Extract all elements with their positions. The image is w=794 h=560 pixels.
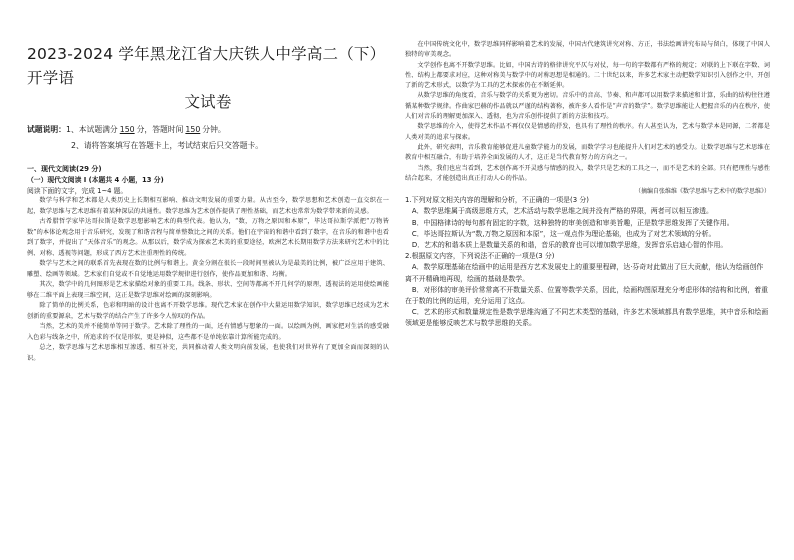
option-a: A．数学思维属于高级思维方式，艺术活动与数学思维之间并没有严格的界限，两者可以相互渗透。 [411,207,713,216]
paragraph: 当然，艺术的美并不能简单等同于数学。艺术除了理性的一面，还有情感与想象的一面。以绘画为例，画家把对生活的感受融入色彩与线条之中，所追求的不仅是形似，更是神似，这些都不是单纯依靠计算所能完成的。 [27,323,389,341]
instructions-label: 试题说明： [27,125,66,134]
option-b: B．中国格律诗的每句都有固定的字数，这种独特的审美创造和审美旨趣，正是数学思维发挥了关键作用。 [411,218,734,227]
instructions-line-2: 2、请将答案填写在答题卡上，考试结束后只交答题卡。 [71,141,264,150]
option-b: B．对形体的审美评价常常离不开数量关系、位置等数学关系，因此，绘画构图原理充分考虑形体的结构和比例，着重在于数的比例的运用，充分运用了这点。 [405,285,769,305]
section-heading: 一、现代文阅读(29 分) [27,165,102,173]
paragraph: 除了简单的比例关系，色彩和明暗的设计也离不开数学思维。现代艺术家在创作中大量运用数学知识，数学思维已经成为艺术创新的重要源泉，艺术与数学的结合产生了许多令人惊叹的作品。 [27,302,389,320]
paragraph: 此外，研究表明，音乐教育能够促进儿童数学能力的发展，而数学学习也能提升人们对艺术的感受力。让数学思维与艺术思维在教育中相互融合，有助于培养全面发展的人才，这正是当代教育努力的方向之一。 [405,143,770,162]
question-1 [405,195,770,251]
time-value: 150 [185,125,201,134]
option-c: C．毕达哥拉斯认为“数,万物之原因和本原”，这一观点作为理论基础，也成为了对艺术领域的分析。 [411,229,716,238]
question-stem: 1.下列对原文相关内容的理解和分析，不正确的一项是(3 分) [405,196,589,205]
title-line-2: 文试卷 [184,93,232,111]
left-column [27,38,389,364]
sub-heading: （一）现代文阅读 I (本题共 4 小题，13 分) [27,176,164,184]
option-d: D．艺术的和谐本质上是数量关系的和谐，音乐的教育也可以增加数学思维，发挥音乐启迪心智的作用。 [411,240,728,249]
score-value: 150 [119,125,135,134]
instructions-text-b: 分，答题时间 [136,125,184,134]
page-title [27,42,389,114]
paragraph: 其次，数学中的几何图形是艺术家描绘对象的重要工具。线条、形状、空间等都离不开几何学的原理，透视法的运用使绘画能够在二维平面上表现三维空间，这正是数学思维对绘画的深刻影响。 [27,281,389,299]
option-c: C．艺术的形式和数量规定性是数学思维沟通了不同艺术类型的基础，许多艺术领域都具有数学思维，其中音乐和绘画领域更是能够反映艺术与数学思维的关系。 [405,308,769,328]
instructions-line-1 [27,122,389,138]
question-2 [405,251,770,329]
paragraph: 数学思维的介入，使得艺术作品不再仅仅是情感的抒发，也具有了理性的秩序。有人甚至认为，艺术与数学本是同源，二者都是人类对美的追求与探索。 [405,123,770,141]
instructions-text-c: 分钟。 [202,125,226,134]
passage-source: （摘编自张维维《数学思维与艺术中的数学思维》） [634,188,770,196]
option-a: A．数学原理基础在绘画中的运用是西方艺术发展史上的重要里程碑，达·芬奇对此做出了巨大贡献，他认为绘画创作离不开精确地再现，绘画的基础是数学。 [405,263,764,283]
paragraph: 从数学思维的角度看，音乐与数学的关系更为密切。音乐中的音高、节奏、和声都可以用数学来描述和计算，乐曲的结构往往遵循某种数学规律。作曲家巴赫的作品就以严谨的结构著称，被许多人看作是“声音的数学”。数学思维能让人把握音乐的内在秩序，使人们对音乐的理解更加深入、透彻，也为音乐创作提供了新的方法和技巧。 [405,92,770,121]
right-column [405,40,770,330]
question-stem: 2.根据原文内容，下列说法不正确的一项是(3 分) [405,252,555,261]
paragraph: 在中国传统文化中，数学思维同样影响着艺术的发展，中国古代建筑讲究对称、方正，书法绘画讲究布局与留白，体现了中国人独特的审美观念。 [405,41,770,59]
paragraph: 古希腊哲学家毕达哥拉斯是数学思想影响艺术的典型代表。他认为，“数，万物之原因和本原”，毕达哥拉斯学派把“万物皆数”的本体论观念用于音乐研究，发现了和谐音程与简单整数比之间的关系。他们在宇宙的和谐中看到了数字，在音乐的和谐中也看到了数字，并提出了“天体音乐”的观念。从那以后，数学成为探索艺术美的重要途径，欧洲艺术长期用数学方法来研究艺术中的比例、对称、透视等问题，形成了西方艺术注重理性的传统。 [27,218,389,257]
paragraph: 数学与科学和艺术都是人类历史上长期相互影响、推动文明发展的重要力量。从古至今，数学思想和艺术创造一直交织在一起，数学思维与艺术思维有着某种深层的共通性。数学思维为艺术创作提供了理性基础，而艺术也常常为数学带来新的灵感。 [27,197,389,215]
paragraph: 文学创作也离不开数学思维。比如，中国古诗的格律讲究平仄与对仗，每一句的字数都有严格的规定；对联的上下联在字数、词性、结构上都要求对应，这种对称美与数学中的对称思想是相通的。二十世纪以来，许多艺术家主动把数学知识引入创作之中，开创了新的艺术形式，以数学为工具的艺术探索仍在不断延伸。 [405,61,770,90]
paragraph: 总之，数学思维与艺术思维相互渗透、相互补充，共同推动着人类文明向前发展，也使我们对世界有了更加全面而深刻的认识。 [27,344,389,362]
instructions [27,122,389,154]
instructions-text-a: 1、本试题满分 [65,125,118,134]
passage-left [27,196,389,364]
passage-right [405,40,770,184]
title-line-1: 2023-2024 学年黑龙江省大庆铁人中学高二（下）开学语 [27,45,386,87]
reading-prompt: 阅读下面的文字，完成 1~4 题。 [27,186,128,195]
paragraph: 当然，我们也应当看到，艺术创作离不开灵感与情感的投入，数学只是艺术的工具之一，而不是艺术的全部。只有把理性与感性结合起来，才能创造出真正打动人心的作品。 [405,164,770,182]
paragraph: 数学与艺术之间的联系首先表现在数的比例与和谐上。黄金分割在很长一段时间里被认为是最美的比例，被广泛应用于建筑、雕塑、绘画等领域。艺术家们自觉或不自觉地运用数学规律进行创作，使作品更加和谐、均衡。 [27,260,389,278]
